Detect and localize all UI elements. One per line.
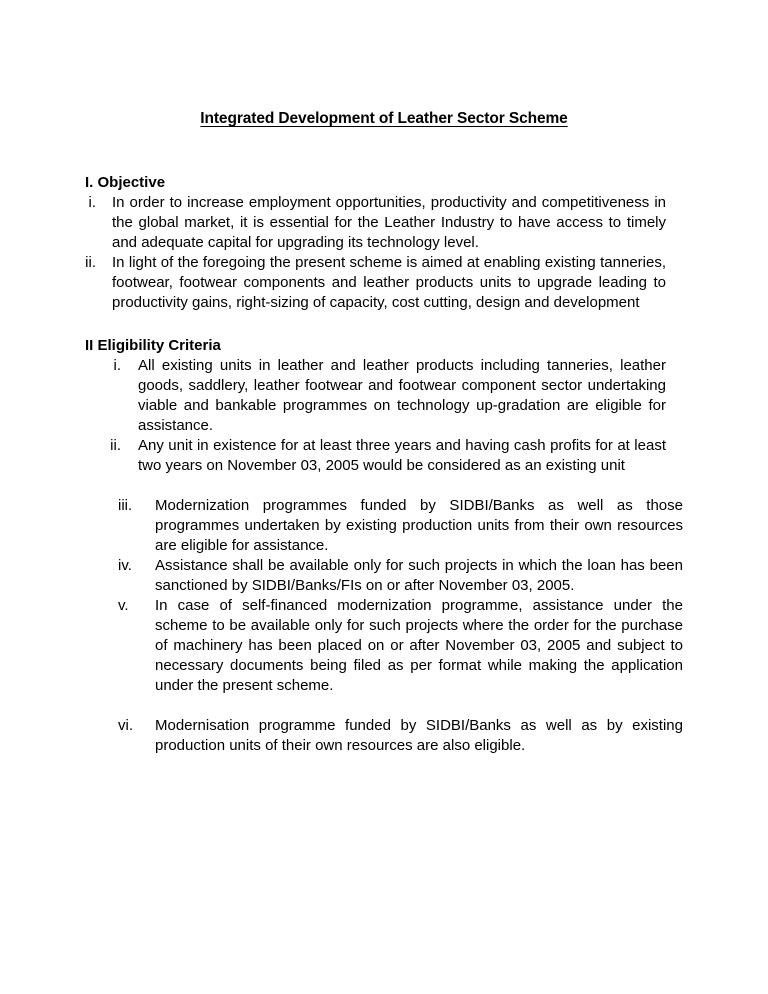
page-title-text: Integrated Development of Leather Sector Scheme xyxy=(200,110,568,127)
section-eligibility-criteria xyxy=(0,336,768,756)
list-item-marker: ii. xyxy=(85,254,96,271)
list-item-text: Modernization programmes funded by SIDBI/Banks as well as those programmes undertaken by existing production units from their own resources are eligible for assistance. xyxy=(155,497,683,554)
list-item-marker: ii. xyxy=(110,437,121,454)
list-item-marker: v. xyxy=(118,597,129,614)
list-item xyxy=(0,193,768,253)
section-objective xyxy=(0,173,768,313)
section-heading-eligibility-criteria: II Eligibility Criteria xyxy=(85,337,221,354)
list-item xyxy=(0,496,768,556)
section-heading-objective: I. Objective xyxy=(85,174,166,191)
list-item-text: In light of the foregoing the present scheme is aimed at enabling existing tanneries, footwear, footwear components and leather products units to upgrade leading to productivity gains, right-sizing of capacity, cost cutting, design and development xyxy=(112,254,666,311)
list-item xyxy=(0,716,768,756)
list-item-text: In case of self-financed modernization programme, assistance under the scheme to be available only for such projects where the order for the purchase of machinery has been placed on or after November 03, 2005 and subject to necessary documents being filed as per format while making the application under the present scheme. xyxy=(155,597,683,694)
list-item-text: Modernisation programme funded by SIDBI/Banks as well as by existing production units of their own resources are also eligible. xyxy=(155,717,683,754)
list-item xyxy=(0,596,768,696)
list-item xyxy=(0,356,768,436)
list-item-marker: iii. xyxy=(118,497,133,514)
page-title xyxy=(0,0,768,128)
list-item xyxy=(0,253,768,313)
list-item-text: Assistance shall be available only for such projects in which the loan has been sanctioned by SIDBI/Banks/FIs on or after November 03, 2005. xyxy=(155,557,683,594)
list-item-text: In order to increase employment opportunities, productivity and competitiveness in the global market, it is essential for the Leather Industry to have access to timely and adequate capital for upgrading its technology level. xyxy=(112,194,666,251)
list-item-marker: vi. xyxy=(118,717,133,734)
list-item xyxy=(0,436,768,476)
objective-item-list xyxy=(0,193,768,313)
list-item-text: All existing units in leather and leather products including tanneries, leather goods, saddlery, leather footwear and footwear component sector undertaking viable and bankable programmes on technology up-gradation are eligible for assistance. xyxy=(138,357,666,434)
list-item-marker: i. xyxy=(113,357,121,374)
list-item xyxy=(0,556,768,596)
list-item-marker: iv. xyxy=(118,557,132,574)
list-item-text: Any unit in existence for at least three years and having cash profits for at least two years on November 03, 2005 would be considered as an existing unit xyxy=(138,437,666,474)
eligibility-item-list xyxy=(0,356,768,756)
list-item-marker: i. xyxy=(88,194,96,211)
